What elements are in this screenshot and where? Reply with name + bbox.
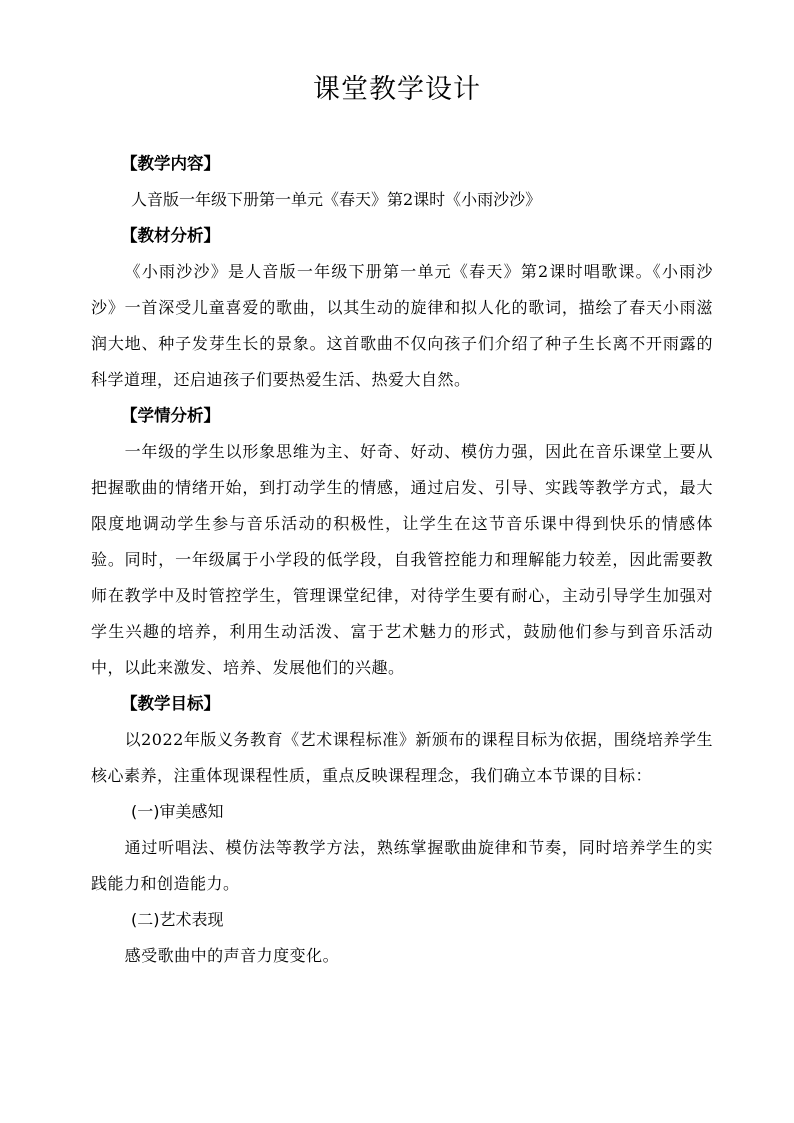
- goal-item-label-2: (二)艺术表现: [131, 910, 224, 929]
- goal-item-label-1: (一)审美感知: [131, 802, 224, 821]
- page-title: 课堂教学设计: [313, 74, 481, 105]
- goal-item-text-1: 通过听唱法、模仿法等教学方法，熟练掌握歌曲旋律和节奏，同时培养学生的实践能力和创造能力。: [91, 838, 713, 893]
- goal-item-text-2: 感受歌曲中的声音力度变化。: [124, 946, 340, 965]
- section-heading-goals: 【教学目标】: [121, 694, 220, 713]
- students-paragraph: 一年级的学生以形象思维为主、好奇、好动、模仿力强，因此在音乐课堂上要从把握歌曲的情绪开始，到打动学生的情感，通过启发、引导、实践等教学方式，最大限度地调动学生参与音乐活动的积极性，让学生在这节音乐课中得到快乐的情感体验。同时，一年级属于小学段的低学段，自我管控能力和理解能力较差，因此需要教师在教学中及时管控学生，管理课堂纪律，对待学生要有耐心，主动引导学生加强对学生兴趣的培养，利用生动活泼、富于艺术魅力的形式，鼓励他们参与到音乐活动中，以此来激发、培养、发展他们的兴趣。: [91, 442, 713, 677]
- textbook-paragraph: 《小雨沙沙》是人音版一年级下册第一单元《春天》第2课时唱歌课。《小雨沙沙》一首深受儿童喜爱的歌曲，以其生动的旋律和拟人化的歌词，描绘了春天小雨滋润大地、种子发芽生长的景象。这首歌曲不仅向孩子们介绍了种子生长离不开雨露的科学道理，还启迪孩子们要热爱生活、热爱大自然。: [91, 262, 713, 389]
- content-text: 人音版一年级下册第一单元《春天》第2课时《小雨沙沙》: [131, 190, 542, 209]
- section-heading-students: 【学情分析】: [121, 406, 220, 425]
- section-heading-textbook: 【教材分析】: [121, 226, 220, 245]
- document-body: [91, 146, 713, 974]
- goals-paragraph: 以2022年版义务教育《艺术课程标准》新颁布的课程目标为依据，围绕培养学生核心素养，注重体现课程性质，重点反映课程理念，我们确立本节课的目标：: [91, 730, 713, 785]
- section-heading-content: 【教学内容】: [121, 154, 220, 173]
